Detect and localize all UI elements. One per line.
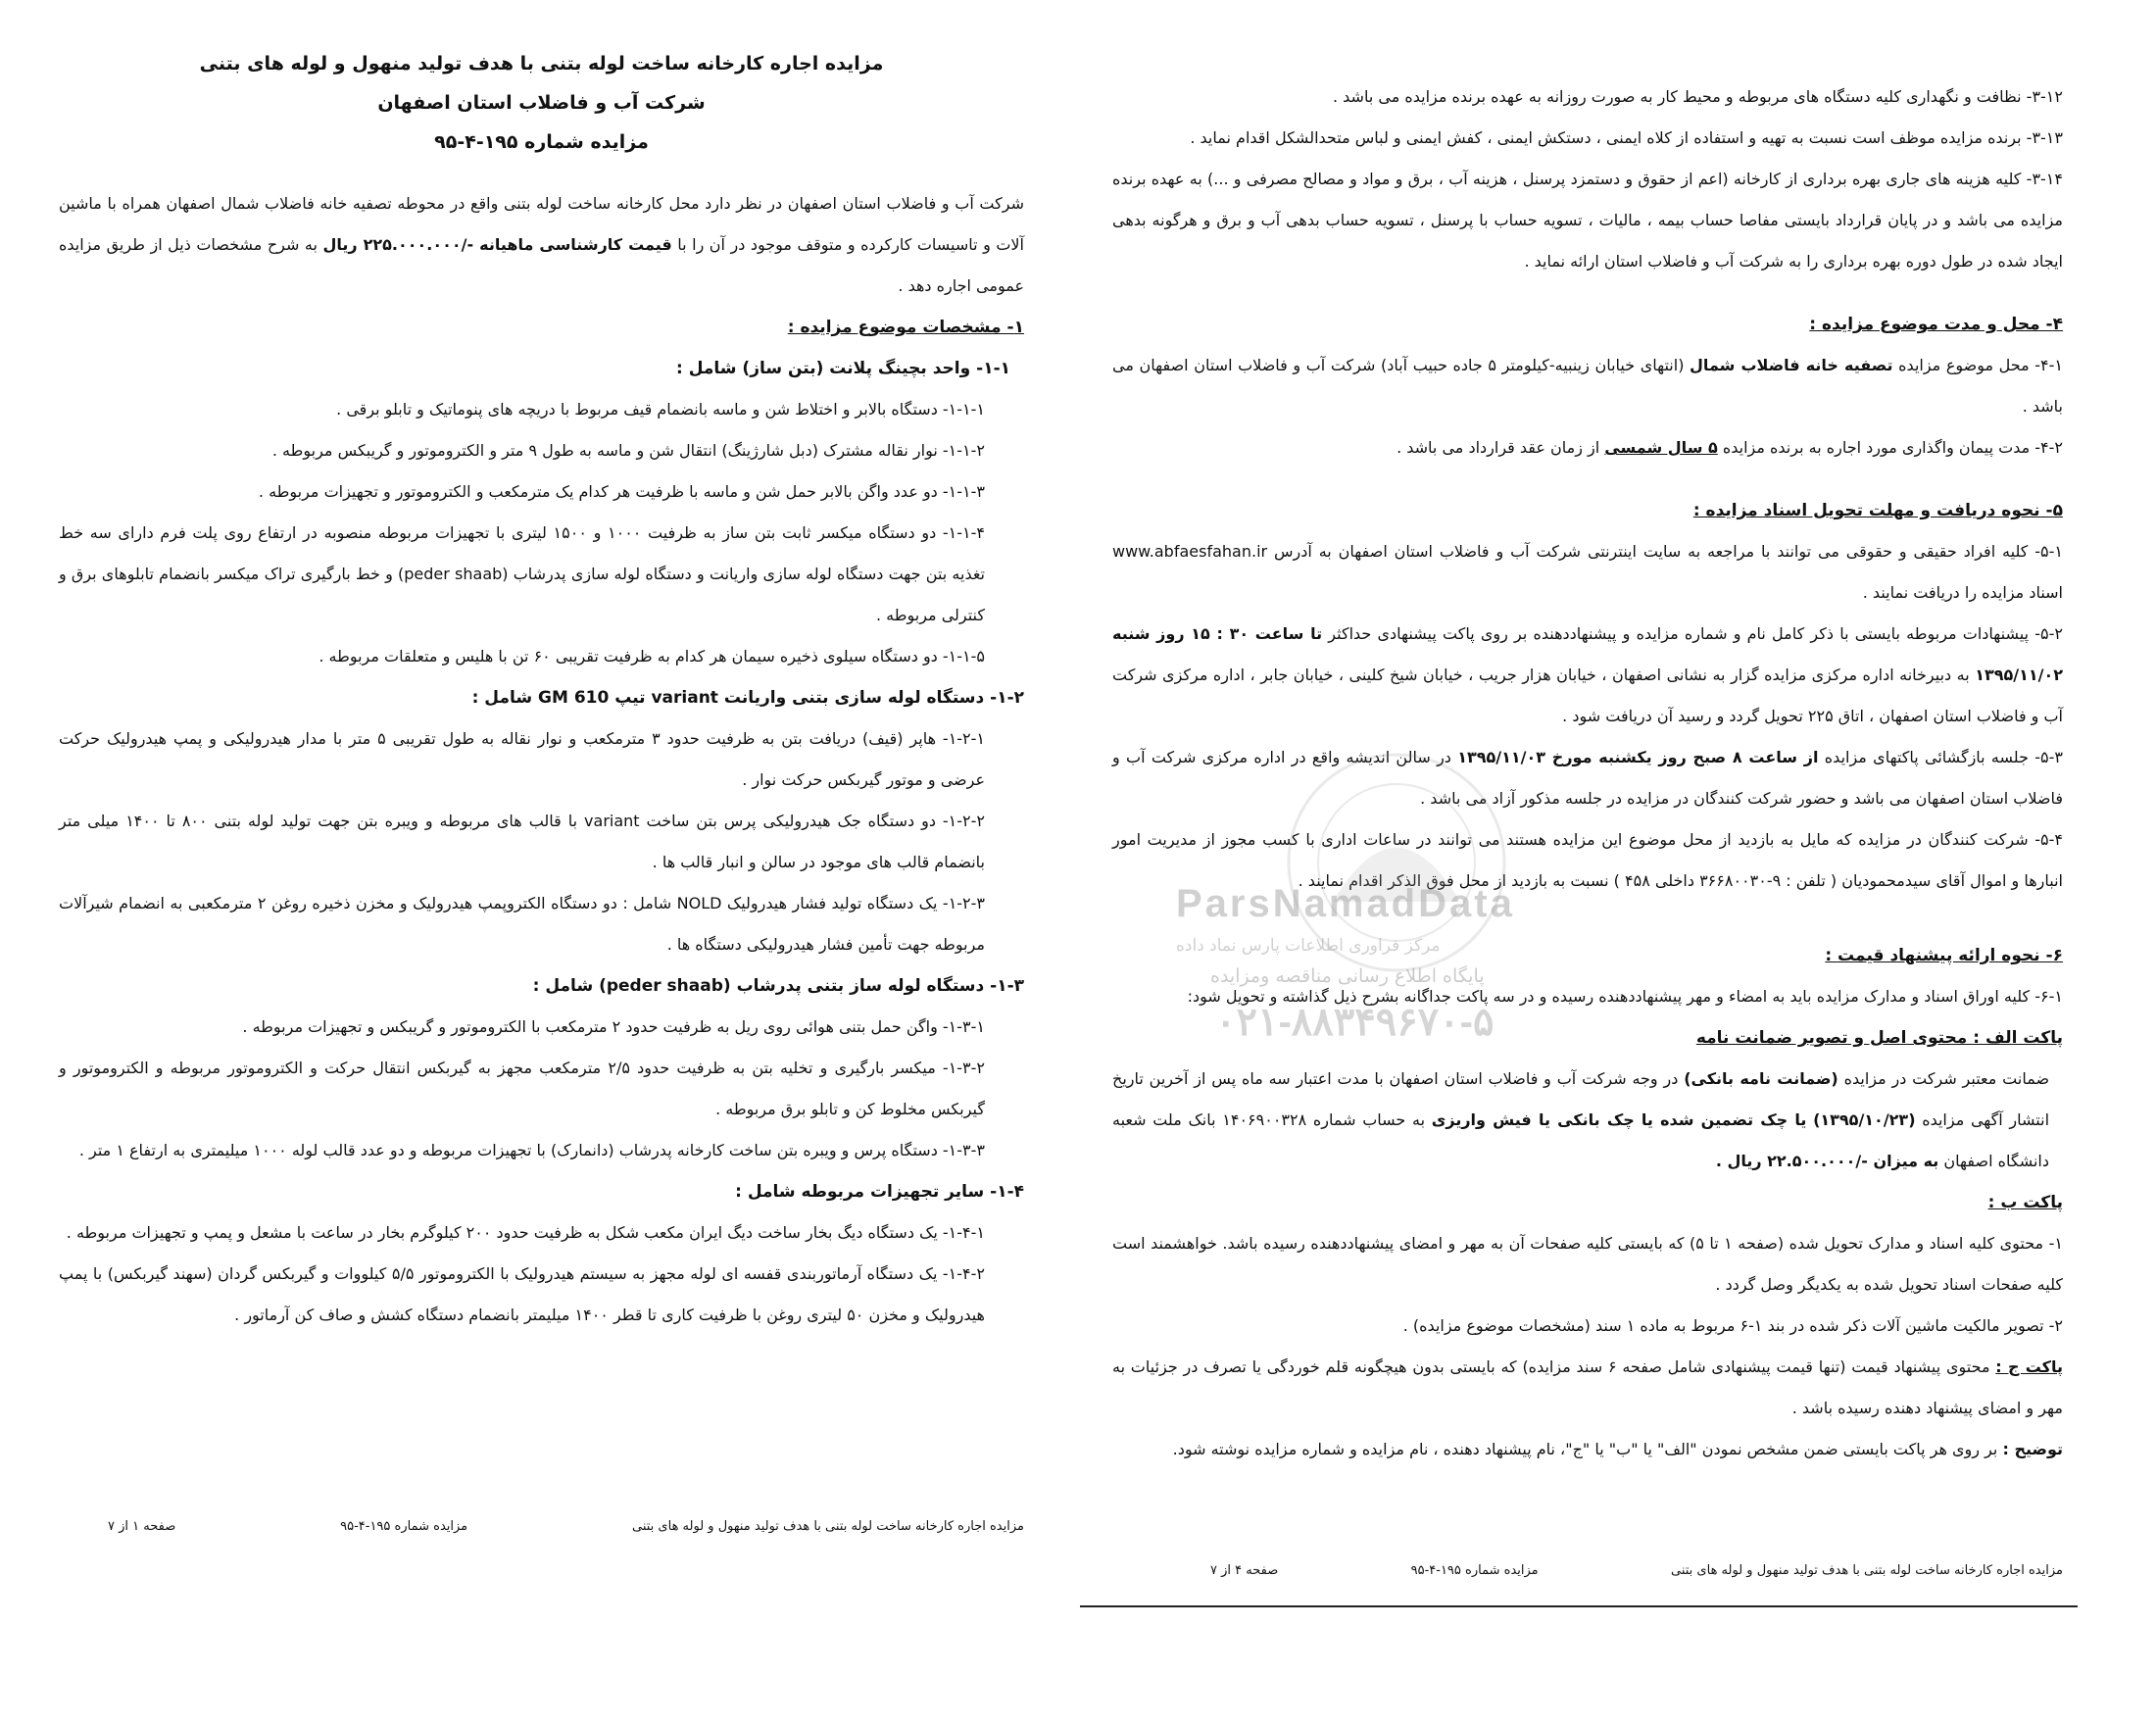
website-link[interactable]: www.abfaesfahan.ir xyxy=(1112,542,1268,561)
section-1-4-heading: ۱-۴- سایر تجهیزات مربوطه شامل : xyxy=(735,1182,1024,1202)
item-4-2: ۴-۲- مدت پیمان واگذاری مورد اجاره به برنده مزایده ۵ سال شمسی از زمان عقد قرارداد می باشد . xyxy=(1396,438,2063,457)
item-1-4-2: ۱-۴-۲- یک دستگاه آرماتوربندی قفسه ای لوله مجهز به سیستم هیدرولیک با الکتروموتور ۵/۵ کیلووات و گیربکس گردان (سهند گیربکس) با پمپ هیدرولیک و مخزن ۵۰ لیتری روغن با ظرفیت کاری تا قطر ۱۴۰۰ میلیمتر بانضمام دستگاه کشش و صاف کن آرماتور . xyxy=(59,1264,985,1324)
section-6-heading: ۶- نحوه ارائه پیشنهاد قیمت : xyxy=(1825,946,2063,965)
watermark-line1: مرکز فراوری اطلاعات پارس نماد داده xyxy=(1176,936,1441,956)
right-page xyxy=(1078,0,2156,1725)
item-4-1: ۴-۱- محل موضوع مزایده تصفیه خانه فاضلاب شمال (انتهای خیابان زینبیه-کیلومتر ۵ جاده حبیب آباد) شرکت آب و فاضلاب استان اصفهان می باشد . xyxy=(1112,356,2064,416)
footer-auction-number: مزایده شماره ۱۹۵-۴-۹۵ xyxy=(340,1519,468,1534)
item-1-2-2: ۱-۲-۲- دو دستگاه جک هیدرولیکی پرس بتن ساخت variant با قالب های مربوطه و ویبره بتن جهت تولید لوله بتنی ۸۰۰ تا ۱۴۰۰ میلی متر بانضمام قالب های موجود در سالن و انبار قالب ها . xyxy=(59,812,985,871)
watermark-line2: پایگاه اطلاع رسانی مناقصه ومزایده xyxy=(1210,965,1485,987)
packet-b-heading: پاکت ب : xyxy=(1987,1193,2063,1212)
item-1-1-4: ۱-۱-۴- دو دستگاه میکسر ثابت بتن ساز به ظرفیت ۱۰۰۰ و ۱۵۰۰ لیتری با تجهیزات مربوطه منصوبه در ارتفاع روی پلت فرم دارای سه خط تغذیه بتن جهت دستگاه لوله سازی واریانت و دستگاه لوله سازی پدرشاب (peder shaab) و خط بارگیری تراک میکسر بانضمام تابلوهای برق و کنترلی مربوطه . xyxy=(59,523,986,624)
section-1-heading: ۱- مشخصات موضوع مزایده : xyxy=(787,318,1024,337)
footer-page-number: صفحه ۱ از ۷ xyxy=(108,1519,176,1534)
section-4-heading: ۴- محل و مدت موضوع مزایده : xyxy=(1809,315,2063,334)
note: توضیح : بر روی هر پاکت بایستی ضمن مشخص نمودن "الف" یا "ب" یا "ج"، نام پیشنهاد دهنده ، نام مزایده و شماره مزایده نوشته شود. xyxy=(1172,1440,2063,1458)
right-page-footer xyxy=(1210,1563,2063,1578)
item-1-1-5: ۱-۱-۵- دو دستگاه سیلوی ذخیره سیمان هر کدام به ظرفیت تقریبی ۶۰ تن با هلیس و متعلقات مربوطه . xyxy=(318,647,985,665)
footer-title: مزایده اجاره کارخانه ساخت لوله بتنی با هدف تولید منهول و لوله های بتنی xyxy=(632,1519,1024,1534)
note-label: توضیح : xyxy=(2002,1440,2063,1458)
footer-title: مزایده اجاره کارخانه ساخت لوله بتنی با هدف تولید منهول و لوله های بتنی xyxy=(1671,1563,2063,1578)
company-name: شرکت آب و فاضلاب استان اصفهان xyxy=(377,92,706,114)
item-5-2: ۵-۲- پیشنهادات مربوطه بایستی با ذکر کامل نام و شماره مزایده و پیشنهاددهنده بر روی پاکت پیشنهادی حداکثر تا ساعت ۳۰ : ۱۵ روز شنبه ۱۳۹۵/۱۱/۰۲ به دبیرخانه اداره مرکزی مزایده گزار به نشانی اصفهان ، خیابان هزار جریب ، خیابان شیخ کلینی ، خیابان جابر ، اداره مرکزی شرکت آب و فاضلاب استان اصفهان ، اتاق ۲۲۵ تحویل گردد و رسید آن دریافت شود . xyxy=(1112,624,2064,725)
section-1-1-heading: ۱-۱- واحد بچینگ پلانت (بتن ساز) شامل : xyxy=(675,359,1010,378)
footer-page-number: صفحه ۴ از ۷ xyxy=(1210,1563,1279,1578)
item-3-14: ۳-۱۴- کلیه هزینه های جاری بهره برداری از کارخانه (اعم از حقوق و دستمزد پرسنل ، هزینه آب ، برق و مواد و مصالح مصرفی و ...) به عهده برنده مزایده می باشد و در پایان قرارداد بایستی مفاصا حساب بیمه ، مالیات ، تسویه حساب با پرسنل ، تسویه حساب بدهی آب و برق و هرگونه بدهی ایجاد شده در طول دوره بهره برداری را به شرکت آب و فاضلاب استان ارائه نماید . xyxy=(1112,170,2063,271)
packet-a-heading: پاکت الف : محتوی اصل و تصویر ضمانت نامه xyxy=(1695,1028,2063,1048)
item-1-1-1: ۱-۱-۱- دستگاه بالابر و اختلاط شن و ماسه بانضمام قیف مربوط با دریچه های پنوماتیک و تابلو برقی . xyxy=(336,400,985,419)
section-5-heading: ۵- نحوه دریافت و مهلت تحویل اسناد مزایده : xyxy=(1692,501,2063,520)
packet-b-item-2: ۲- تصویر مالکیت ماشین آلات ذکر شده در بند ۱-۶ مربوط به ماده ۱ سند (مشخصات موضوع مزایده) . xyxy=(1402,1316,2063,1335)
doc-title: مزایده اجاره کارخانه ساخت لوله بتنی با هدف تولید منهول و لوله های بتنی xyxy=(199,53,884,74)
spacer xyxy=(1112,282,2063,304)
item-1-3-2: ۱-۳-۲- میکسر بارگیری و تخلیه بتن به ظرفیت حدود ۲/۵ مترمکعب مجهز به گیربکس انتقال حرکت و الکتروموتور مربوطه و الکتروموتور و گیربکس مخلوط کن و تابلو برق مربوطه . xyxy=(59,1059,986,1118)
watermark-brand: ParsNamadData xyxy=(1176,882,1515,925)
item-1-1-3: ۱-۱-۳- دو عدد واگن بالابر حمل شن و ماسه با ظرفیت هر کدام یک مترمکعب و الکتروموتور و تجهیزات مربوطه . xyxy=(258,482,985,501)
section-1-3-heading: ۱-۳- دستگاه لوله ساز بتنی پدرشاب (peder shaab) شامل : xyxy=(532,976,1024,996)
left-page-footer xyxy=(108,1519,1024,1534)
watermark-phone: ۰۲۱-۸۸۳۴۹۶۷۰-۵ xyxy=(1215,1001,1494,1044)
item-1-3-3: ۱-۳-۳- دستگاه پرس و ویبره بتن ساخت کارخانه پدرشاب (دانمارک) با تجهیزات مربوطه و دو عدد قالب لوله ۱۰۰۰ میلیمتری به ارتفاع ۱ متر . xyxy=(78,1141,985,1159)
item-1-2-3: ۱-۲-۳- یک دستگاه تولید فشار هیدرولیک NOLD شامل : دو دستگاه الکتروپمپ هیدرولیک و مخزن ذخیره روغن ۲ مترمکعبی به انضمام شیرآلات مربوطه جهت تأمین فشار هیدرولیکی دستگاه ها . xyxy=(59,894,986,954)
packet-c-heading: پاکت ج : xyxy=(1995,1357,2064,1376)
item-6-1: ۶-۱- کلیه اوراق اسناد و مدارک مزایده باید به امضاء و مهر پیشنهاددهنده رسیده و در سه پاکت جداگانه بشرح ذیل گذاشته و تحویل شود: xyxy=(1187,987,2063,1006)
item-1-4-1: ۱-۴-۱- یک دستگاه دیگ بخار ساخت دیگ ایران مکعب شکل به ظرفیت حدود ۲۰۰ کیلوگرم بخار در ساعت با مشعل و پمپ و تجهیزات مربوطه . xyxy=(66,1223,985,1242)
item-1-2-1: ۱-۲-۱- هاپر (قیف) دریافت بتن به ظرفیت حدود ۳ مترمکعب و نوار نقاله به طول تقریبی ۵ متر با مدار هیدرولیکی و پمپ هیدرولیک حرکت عرضی و موتور گیربکس حرکت نوار . xyxy=(59,729,986,789)
item-5-1: ۵-۱- کلیه افراد حقیقی و حقوقی می توانند با مراجعه به سایت اینترنتی شرکت آب و فاضلاب استان اصفهان به آدرس www.abfaesfahan.ir اسناد مزایده را دریافت نمایند . xyxy=(1112,542,2063,602)
intro-paragraph: شرکت آب و فاضلاب استان اصفهان در نظر دارد محل کارخانه ساخت لوله بتنی واقع در محوطه تصفیه خانه فاضلاب شمال اصفهان همراه با ماشین آلات و تاسیسات کارکرده و متوقف موجود در آن را با قیمت کارشناسی ماهیانه -/۲۲۵.۰۰۰.۰۰۰ ریال به شرح مشخصات ذیل از طریق مزایده عمومی اجاره دهد . xyxy=(59,194,1024,295)
section-1-2-heading: ۱-۲- دستگاه لوله سازی بتنی واریانت variant تیپ GM 610 شامل : xyxy=(471,688,1024,708)
base-price: قیمت کارشناسی ماهیانه -/۲۲۵.۰۰۰.۰۰۰ ریال xyxy=(322,235,672,254)
footer-auction-number: مزایده شماره ۱۹۵-۴-۹۵ xyxy=(1410,1563,1539,1578)
item-1-1-2: ۱-۱-۲- نوار نقاله مشترک (دبل شارژینگ) انتقال شن و ماسه به طول ۹ متر و الکتروموتور و گریبکس مربوطه . xyxy=(271,441,985,460)
item-1-3-1: ۱-۳-۱- واگن حمل بتنی هوائی روی ریل به ظرفیت حدود ۲ مترمکعب با الکتروموتور و گریبکس و تجهیزات مربوطه . xyxy=(242,1017,985,1036)
packet-b-item-1: ۱- محتوی کلیه اسناد و مدارک تحویل شده (صفحه ۱ تا ۵) که بایستی کلیه صفحات آن به مهر و امضای پیشنهاددهنده رسیده باشد. خواهشمند است کلیه صفحات اسناد تحویل شده به یکدیگر وصل گردد . xyxy=(1112,1234,2063,1294)
item-5-4: ۵-۴- شرکت کنندگان در مزایده که مایل به بازدید از محل موضوع این مزایده هستند می توانند در ساعات اداری با کسب مجوز از مدیریت امور انبارها و اموال آقای سیدمحمودیان ( تلفن : ۹-۳۶۶۸۰۰۳۰ داخلی ۴۵۸ ) نسبت به بازدید از محل فوق الذکر اقدام نمایند . xyxy=(1112,830,2063,890)
packet-c: پاکت ج : محتوی پیشنهاد قیمت (تنها قیمت پیشنهادی شامل صفحه ۶ سند مزایده) که بایستی بدون هیچگونه قلم خوردگی یا تصرف در جزئیات به مهر و امضای پیشنهاد دهنده رسیده باشد . xyxy=(1112,1357,2064,1417)
item-3-13: ۳-۱۳- برنده مزایده موظف است نسبت به تهیه و استفاده از کلاه ایمنی ، دستکش ایمنی ، کفش ایمنی و لباس متحدالشکل اقدام نماید . xyxy=(1190,128,2063,147)
spacer xyxy=(1112,468,2063,490)
item-5-3: ۵-۳- جلسه بازگشائی پاکتهای مزایده از ساعت ۸ صبح روز یکشنبه مورخ ۱۳۹۵/۱۱/۰۳ در سالن اندیشه واقع در اداره مرکزی شرکت آب و فاضلاب استان اصفهان می باشد و حضور شرکت کنندگان در مزایده در جلسه مذکور آزاد می باشد . xyxy=(1112,748,2063,808)
item-3-12: ۳-۱۲- نظافت و نگهداری کلیه دستگاه های مربوطه و محیط کار به صورت روزانه به عهده برنده مزایده می باشد . xyxy=(1332,87,2063,106)
packet-a-text: ضمانت معتبر شرکت در مزایده (ضمانت نامه بانکی) در وجه شرکت آب و فاضلاب استان اصفهان با مدت اعتبار سه ماه پس از آخرین تاریخ انتشار آگهی مزایده (۱۳۹۵/۱۰/۲۳) یا چک تضمین شده یا چک بانکی یا فیش واریزی به حساب شماره ۱۴۰۶۹۰۰۳۲۸ بانک ملت شعبه دانشگاه اصفهان به میزان -/۲۲.۵۰۰.۰۰۰ ریال . xyxy=(1112,1069,2050,1170)
bottom-rule xyxy=(1080,1605,2078,1607)
auction-number: مزایده شماره ۱۹۵-۴-۹۵ xyxy=(434,131,649,153)
